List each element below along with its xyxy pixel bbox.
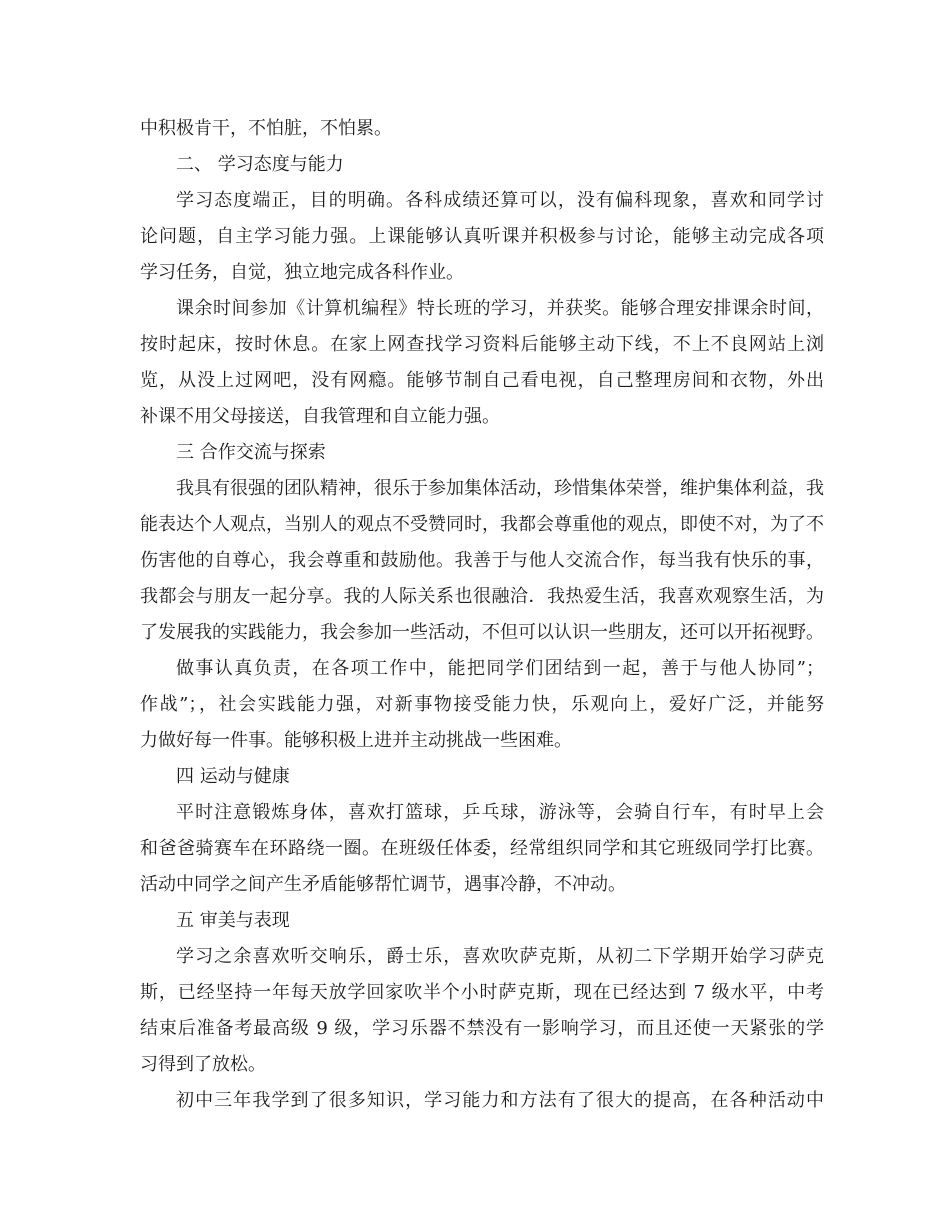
text-line: 中积极肯干，不怕脏，不怕累。	[140, 118, 392, 139]
text-line: 习得到了放松。	[140, 1054, 266, 1075]
section-heading: 二、 学习态度与能力	[176, 154, 344, 175]
section-heading: 三 合作交流与探索	[176, 442, 326, 463]
text-line: 力做好每一件事。能够积极上进并主动挑战一些困难。	[140, 730, 572, 751]
text-line: 学习任务，自觉，独立地完成各科作业。	[140, 262, 464, 283]
text-line: 伤害他的自尊心，我会尊重和鼓励他。我善于与他人交流合作，每当我有快乐的事，	[140, 550, 824, 571]
text-line: 平时注意锻炼身体，喜欢打篮球，乒乓球，游泳等，会骑自行车，有时早上会	[176, 802, 824, 823]
text-line: 和爸爸骑赛车在环路绕一圈。在班级任体委，经常组织同学和其它班级同学打比赛。	[140, 838, 824, 859]
text-line: 论问题，自主学习能力强。上课能够认真听课并积极参与讨论，能够主动完成各项	[140, 226, 824, 247]
text-line: 补课不用父母接送，自我管理和自立能力强。	[140, 406, 500, 427]
text-line: 我具有很强的团队精神，很乐于参加集体活动，珍惜集体荣誉，维护集体利益，我	[176, 478, 824, 499]
text-line: 按时起床，按时休息。在家上网查找学习资料后能够主动下线，不上不良网站上浏	[140, 334, 824, 355]
text-line: 结束后准备考最高级 9 级，学习乐器不禁没有一影响学习，而且还使一天紧张的学	[140, 1018, 824, 1039]
text-line: 斯，已经坚持一年每天放学回家吹半个小时萨克斯，现在已经达到 7 级水平，中考	[140, 982, 824, 1003]
text-line: 览，从没上过网吧，没有网瘾。能够节制自己看电视，自己整理房间和衣物，外出	[140, 370, 824, 391]
text-line: 活动中同学之间产生矛盾能够帮忙调节，遇事冷静，不冲动。	[140, 874, 626, 895]
text-line: 作战”；，社会实践能力强，对新事物接受能力快，乐观向上，爱好广泛，并能努	[140, 694, 824, 715]
text-line: 做事认真负责，在各项工作中，能把同学们团结到一起，善于与他人协同”；	[176, 658, 824, 679]
text-line: 了发展我的实践能力，我会参加一些活动，不但可以认识一些朋友，还可以开拓视野。	[140, 622, 824, 643]
text-line: 学习之余喜欢听交响乐，爵士乐，喜欢吹萨克斯，从初二下学期开始学习萨克	[176, 946, 824, 967]
section-heading: 五 审美与表现	[176, 910, 290, 931]
section-heading: 四 运动与健康	[176, 766, 290, 787]
text-line: 能表达个人观点，当别人的观点不受赞同时，我都会尊重他的观点，即使不对，为了不	[140, 514, 824, 535]
text-line: 学习态度端正，目的明确。各科成绩还算可以，没有偏科现象，喜欢和同学讨	[176, 190, 824, 211]
text-line: 我都会与朋友一起分享。我的人际关系也很融洽．我热爱生活，我喜欢观察生活，为	[140, 586, 824, 607]
text-line: 课余时间参加《计算机编程》特长班的学习，并获奖。能够合理安排课余时间，	[176, 298, 824, 319]
text-line: 初中三年我学到了很多知识，学习能力和方法有了很大的提高，在各种活动中	[176, 1090, 824, 1111]
